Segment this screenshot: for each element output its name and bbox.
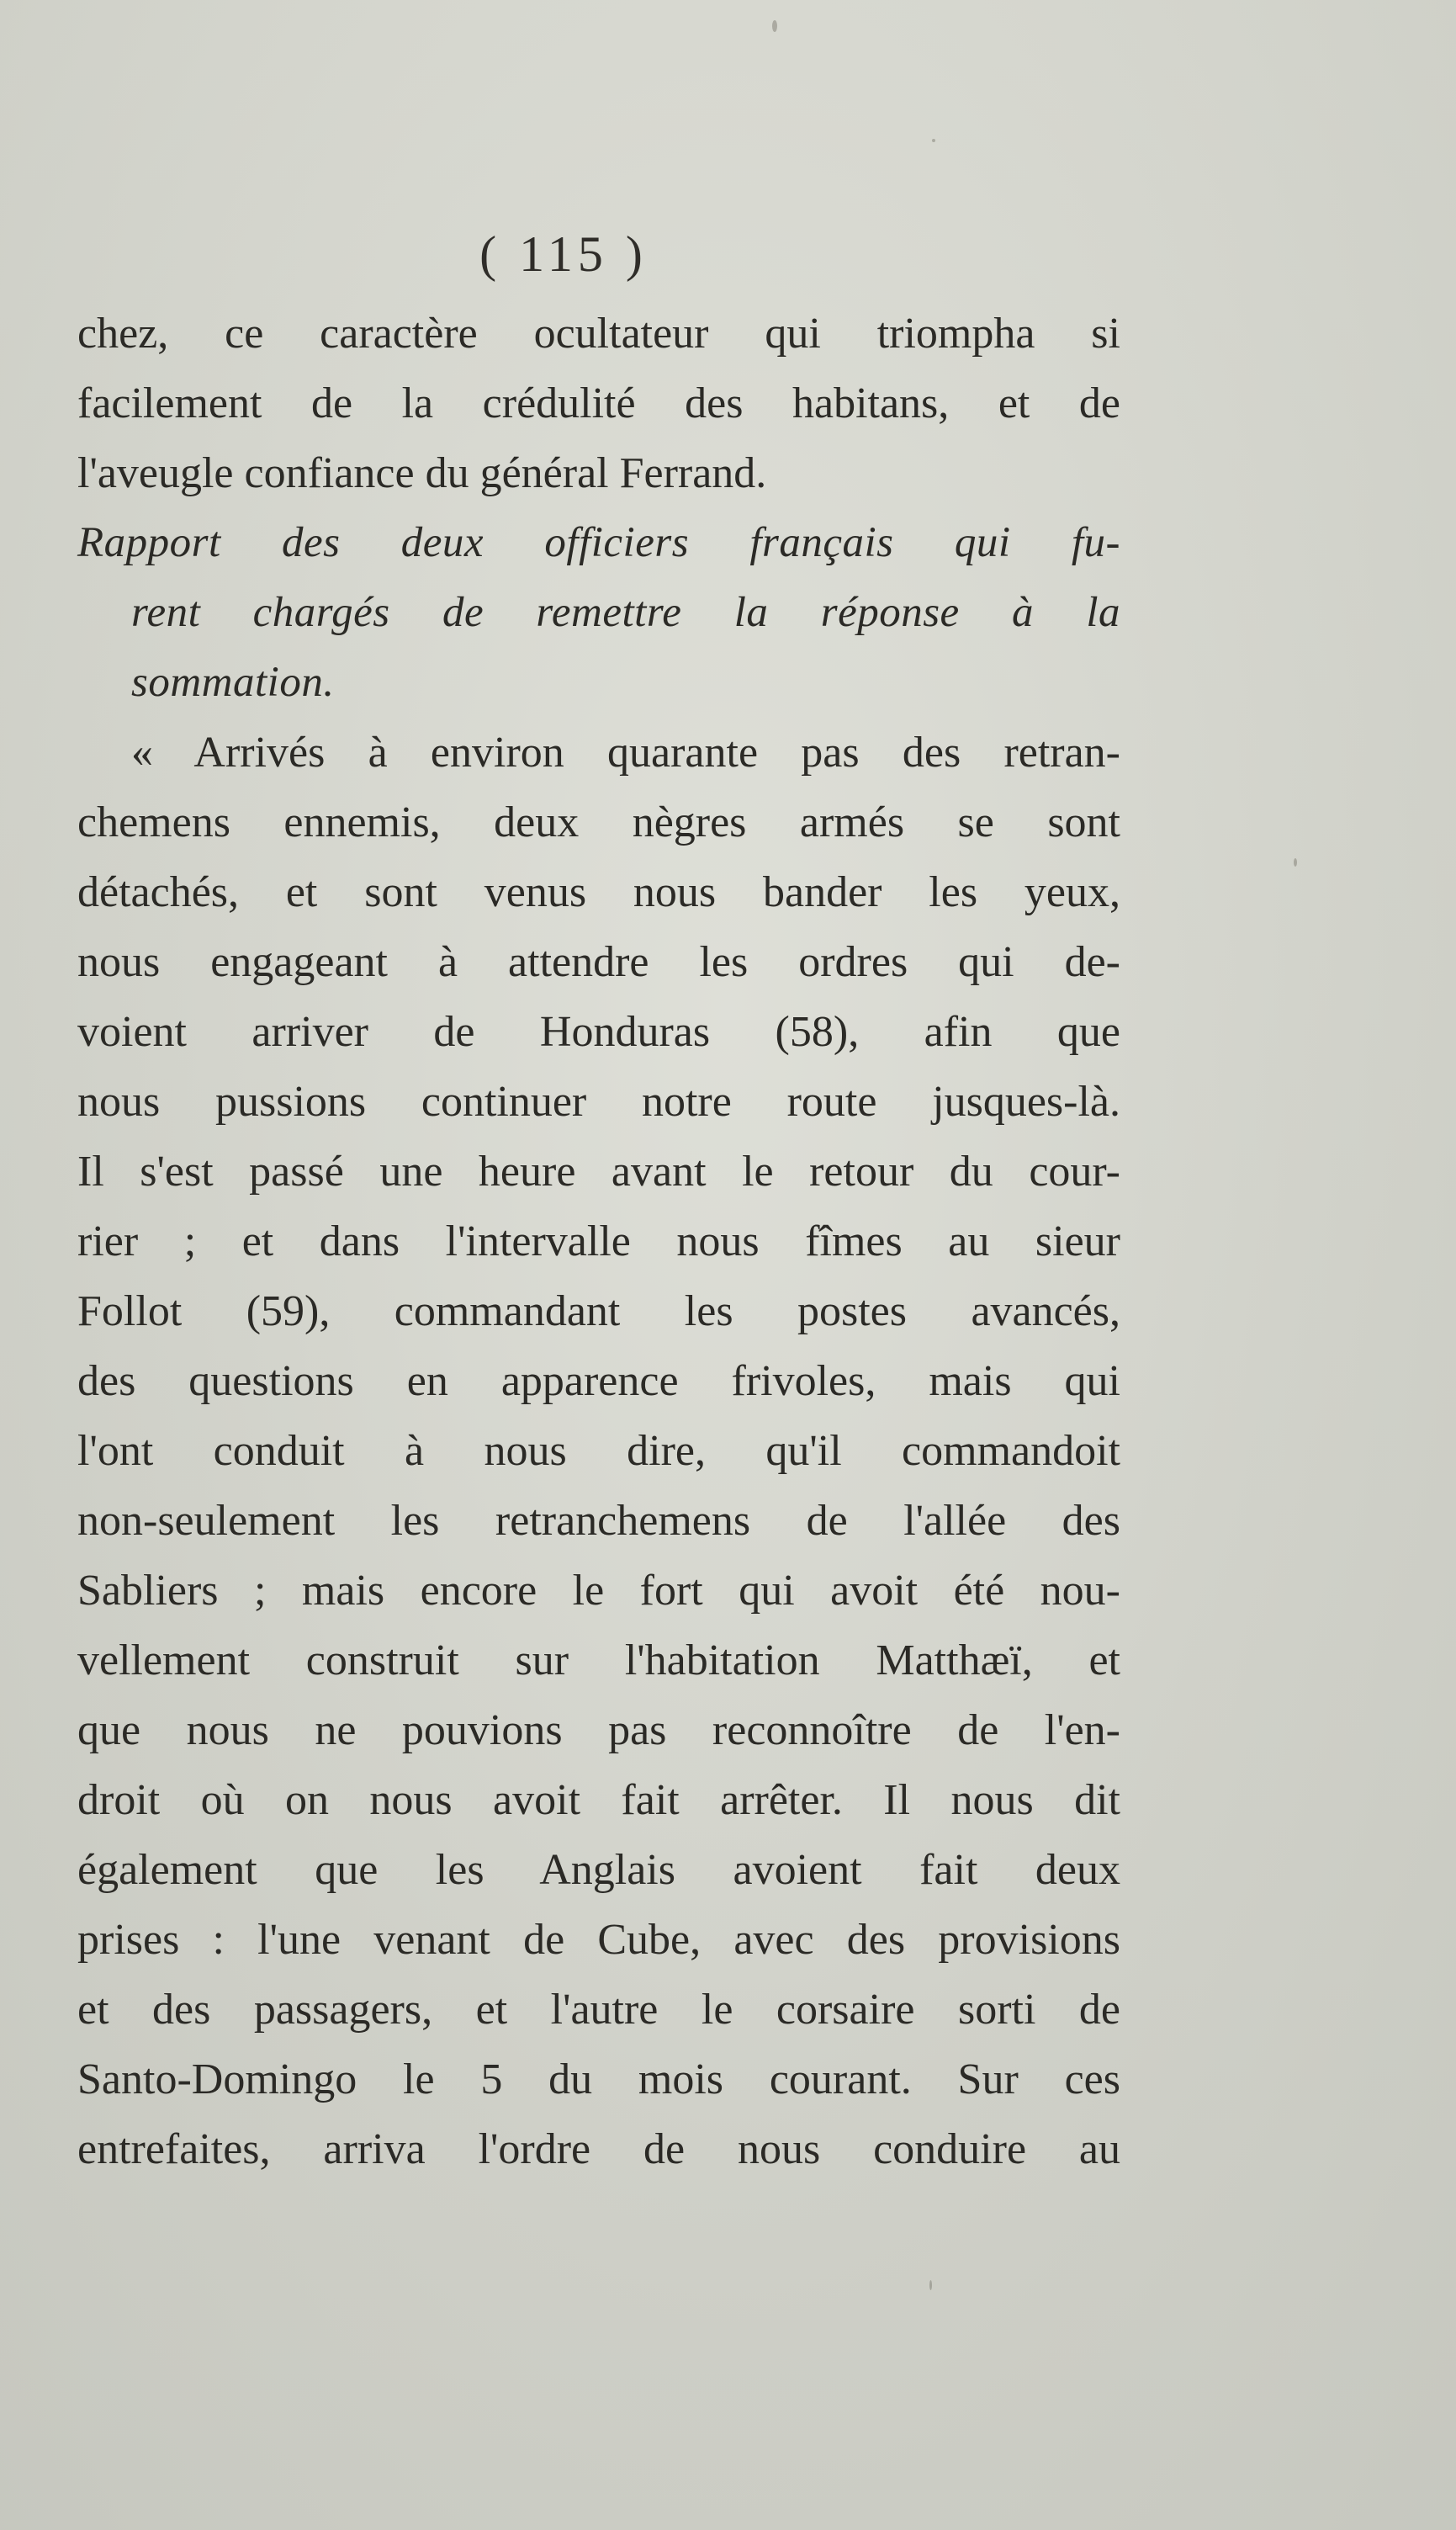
page-number: ( 115 ) (479, 226, 648, 282)
text-line: nous pussions continuer notre route jusques-là. (77, 1078, 1120, 1126)
text-line: nous engageant à attendre les ordres qui de- (77, 938, 1120, 986)
text-line: voient arriver de Honduras (58), afin que (77, 1008, 1120, 1056)
text-line: non-seulement les retranchemens de l'allée des (77, 1497, 1120, 1545)
text-line: l'ont conduit à nous dire, qu'il commandoit (77, 1427, 1120, 1475)
text-line: Follot (59), commandant les postes avancés, (77, 1287, 1120, 1335)
text-line: vellement construit sur l'habitation Matthæï, et (77, 1636, 1120, 1684)
page-text (77, 299, 1120, 2184)
text-line: Sabliers ; mais encore le fort qui avoit été nou- (77, 1567, 1120, 1615)
paper-speck (932, 139, 935, 142)
section-heading-line: Rapport des deux officiers français qui fu- (77, 519, 1120, 566)
text-line: facilement de la crédulité des habitans, et de (77, 379, 1120, 427)
text-line: Santo-Domingo le 5 du mois courant. Sur ces (77, 2055, 1120, 2103)
text-line: l'aveugle confiance du général Ferrand. (77, 449, 767, 497)
section-heading-line: sommation. (131, 659, 335, 706)
text-line: prises : l'une venant de Cube, avec des provisions (77, 1916, 1120, 1964)
text-line: Il s'est passé une heure avant le retour du cour- (77, 1148, 1120, 1196)
text-line: des questions en apparence frivoles, mais qui (77, 1357, 1120, 1405)
paper-speck (929, 2280, 932, 2290)
text-line: entrefaites, arriva l'ordre de nous conduire au (77, 2125, 1120, 2173)
text-line: droit où on nous avoit fait arrêter. Il nous dit (77, 1776, 1120, 1824)
text-line: chemens ennemis, deux nègres armés se sont (77, 798, 1120, 846)
text-line: chez, ce caractère ocultateur qui triompha si (77, 310, 1120, 358)
text-line: et des passagers, et l'autre le corsaire sorti de (77, 1986, 1120, 2034)
text-line: « Arrivés à environ quarante pas des retran- (131, 729, 1120, 777)
section-heading-line: rent chargés de remettre la réponse à la (131, 589, 1120, 636)
text-line: détachés, et sont venus nous bander les yeux, (77, 868, 1120, 916)
paper-speck (772, 20, 777, 32)
text-line: également que les Anglais avoient fait deux (77, 1846, 1120, 1894)
text-line: que nous ne pouvions pas reconnoître de l'en- (77, 1706, 1120, 1754)
text-line: rier ; et dans l'intervalle nous fîmes au sieur (77, 1217, 1120, 1265)
paper-speck (1294, 858, 1297, 867)
